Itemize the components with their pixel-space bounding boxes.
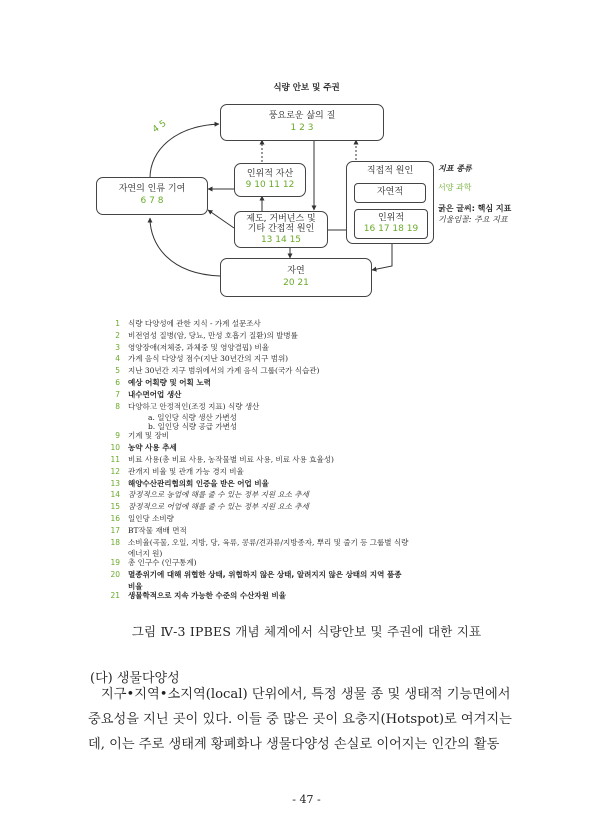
indicator-number: 19 bbox=[110, 558, 120, 568]
indicator-number: 17 bbox=[110, 525, 120, 535]
page-number: - 47 - bbox=[292, 793, 321, 806]
node-quality-of-life bbox=[220, 104, 384, 141]
indicator-text: 영양장애(저체중, 과체중 및 영양결핍) 비율 bbox=[128, 342, 269, 352]
legend-bold: 굵은 글씨: 핵심 지표 bbox=[438, 204, 512, 213]
indicator-text: a. 일인당 식량 생산 가변성 bbox=[148, 413, 237, 423]
indicator-text: 해양수산관리협의회 인증을 받은 어업 비율 bbox=[128, 478, 269, 488]
indicator-text: BT작물 재배 면적 bbox=[128, 525, 187, 535]
indicator-text: 생물학적으로 지속 가능한 수준의 수산자원 비율 bbox=[128, 591, 286, 600]
indicator-text: 일인당 소비량 bbox=[128, 514, 174, 523]
paragraph-line: 데, 이는 주로 생태계 황폐화나 생물다양성 손실로 이어지는 인간의 활동 bbox=[88, 737, 500, 752]
indicator-number: 3 bbox=[115, 342, 120, 352]
arrow-institutions-to-contrib bbox=[208, 210, 234, 228]
indicator-number: 14 bbox=[110, 490, 120, 500]
indicator-number: 4 bbox=[115, 354, 120, 364]
paragraph-line: 중요성을 지닌 곳이 있다. 이들 중 많은 곳이 요충지(Hotspot)로 여겨지는 bbox=[88, 712, 512, 727]
section-title: (다) 생물다양성 bbox=[90, 671, 180, 686]
node-nature-nums: 20 21 bbox=[283, 278, 309, 288]
indicator-number: 13 bbox=[110, 478, 120, 488]
arrow-drivers-to-nature bbox=[372, 242, 392, 270]
indicator-number: 5 bbox=[115, 366, 120, 376]
indicator-number: 12 bbox=[110, 466, 120, 476]
indicator-text: 예상 어획량 및 어획 노력 bbox=[128, 378, 211, 387]
node-nature-label: 자연 bbox=[287, 266, 305, 276]
indicator-text: 비전염성 질병(암, 당뇨, 만성 호흡기 질환)의 발병률 bbox=[128, 330, 298, 340]
body-paragraph bbox=[88, 682, 544, 757]
indicator-text: 관개지 비율 및 관개 가능 경지 비율 bbox=[128, 466, 244, 476]
legend-western-science: 서양 과학 bbox=[438, 183, 472, 192]
node-contrib-label: 자연의 인류 기여 bbox=[118, 184, 186, 194]
node-quality-nums: 1 2 3 bbox=[290, 123, 314, 133]
node-anthro-driver-nums: 16 17 18 19 bbox=[363, 224, 419, 234]
node-natural-label: 자연적 bbox=[376, 187, 404, 197]
indicator-number: 8 bbox=[115, 401, 120, 411]
indicator-text: 비료 사용(총 비료 사용, 농작물별 비료 사용, 비료 사용 효율성) bbox=[128, 455, 334, 464]
indicator-text: 식량 다양성에 관한 지식 - 가계 설문조사 bbox=[128, 319, 261, 328]
indicator-number: 7 bbox=[115, 389, 120, 399]
indicator-text: 기계 및 장비 bbox=[128, 431, 169, 441]
indicator-number: 20 bbox=[110, 570, 120, 580]
node-institutions-label2: 기타 간접적 원인 bbox=[247, 224, 315, 234]
diagram-title: 식량 안보 및 주권 bbox=[273, 83, 340, 93]
node-anthro-driver-label: 인위적 bbox=[377, 213, 405, 223]
node-natures-contributions bbox=[96, 177, 208, 215]
indicator-text: b. 일인당 식량 공급 가변성 bbox=[148, 422, 238, 432]
indicator-number: 10 bbox=[110, 443, 120, 453]
indicator-text: 에너지 원) bbox=[128, 549, 163, 559]
indicator-text: 내수면어업 생산 bbox=[128, 389, 182, 399]
indicator-text: 농약 사용 추세 bbox=[128, 443, 177, 453]
arrow-indicator-nums: 4 5 bbox=[151, 118, 169, 136]
legend-italic: 기울임꼴: 주요 지표 bbox=[438, 215, 508, 224]
paragraph-line: 지구•지역•소지역(local) 단위에서, 특정 생물 종 및 생태적 기능면에서 bbox=[101, 687, 511, 702]
indicator-text: 멸종위기에 대해 위협한 상태, 위협하지 않은 상태, 알려지지 않은 상태의 지역 품종 bbox=[128, 570, 402, 580]
node-nature bbox=[220, 258, 372, 297]
node-anthropogenic-driver bbox=[354, 209, 428, 239]
node-quality-label: 풍요로운 삶의 질 bbox=[268, 111, 336, 121]
node-drivers-label: 직접적 원인 bbox=[366, 166, 414, 176]
node-contrib-nums: 6 7 8 bbox=[140, 196, 164, 206]
figure-caption: 그림 Ⅳ-3 IPBES 개념 체계에서 식량안보 및 주권에 대한 지표 bbox=[131, 624, 482, 639]
indicator-number: 21 bbox=[110, 591, 120, 600]
indicator-text: 비율 bbox=[128, 582, 143, 591]
node-institutions bbox=[234, 211, 328, 248]
node-anthropogenic-assets bbox=[234, 163, 306, 197]
legend-title: 지표 종류 bbox=[438, 164, 472, 173]
node-natural-driver bbox=[354, 183, 426, 203]
indicator-number: 15 bbox=[110, 502, 120, 512]
node-institutions-label1: 제도, 거버넌스 및 bbox=[246, 214, 316, 224]
indicator-text: 지난 30년간 지구 범위에서의 가계 음식 그룹(국가 식습관) bbox=[128, 366, 320, 376]
node-institutions-nums: 13 14 15 bbox=[260, 235, 302, 245]
indicator-number: 1 bbox=[115, 319, 120, 328]
indicator-text: 잠정적으로 어업에 해를 줄 수 있는 정부 지원 요소 추세 bbox=[128, 502, 309, 512]
indicator-text: 잠정적으로 농업에 해를 줄 수 있는 정부 지원 요소 추세 bbox=[128, 490, 309, 500]
indicator-text: 가계 음식 다양성 점수(지난 30년간의 지구 범위) bbox=[128, 354, 289, 364]
indicator-number: 6 bbox=[115, 378, 120, 387]
indicator-number: 11 bbox=[110, 455, 120, 464]
node-assets-label: 인위적 자산 bbox=[246, 169, 294, 179]
indicator-text: 다양하고 안정적인(조정 지표) 식량 생산 bbox=[128, 401, 260, 411]
indicator-text: 총 인구수 (인구통계) bbox=[128, 558, 197, 568]
arrow-nature-to-contrib bbox=[150, 218, 220, 276]
indicator-number: 9 bbox=[115, 431, 120, 441]
node-assets-nums: 9 10 11 12 bbox=[245, 180, 295, 190]
indicator-number: 18 bbox=[110, 537, 120, 547]
indicator-number: 16 bbox=[110, 514, 120, 523]
indicator-number: 2 bbox=[115, 330, 120, 340]
indicator-text: 소비율(곡물, 오일, 지방, 당, 육류, 콩류/견과류/지방종자, 뿌리 및 줄기 등 그룹별 식량 bbox=[128, 537, 409, 547]
